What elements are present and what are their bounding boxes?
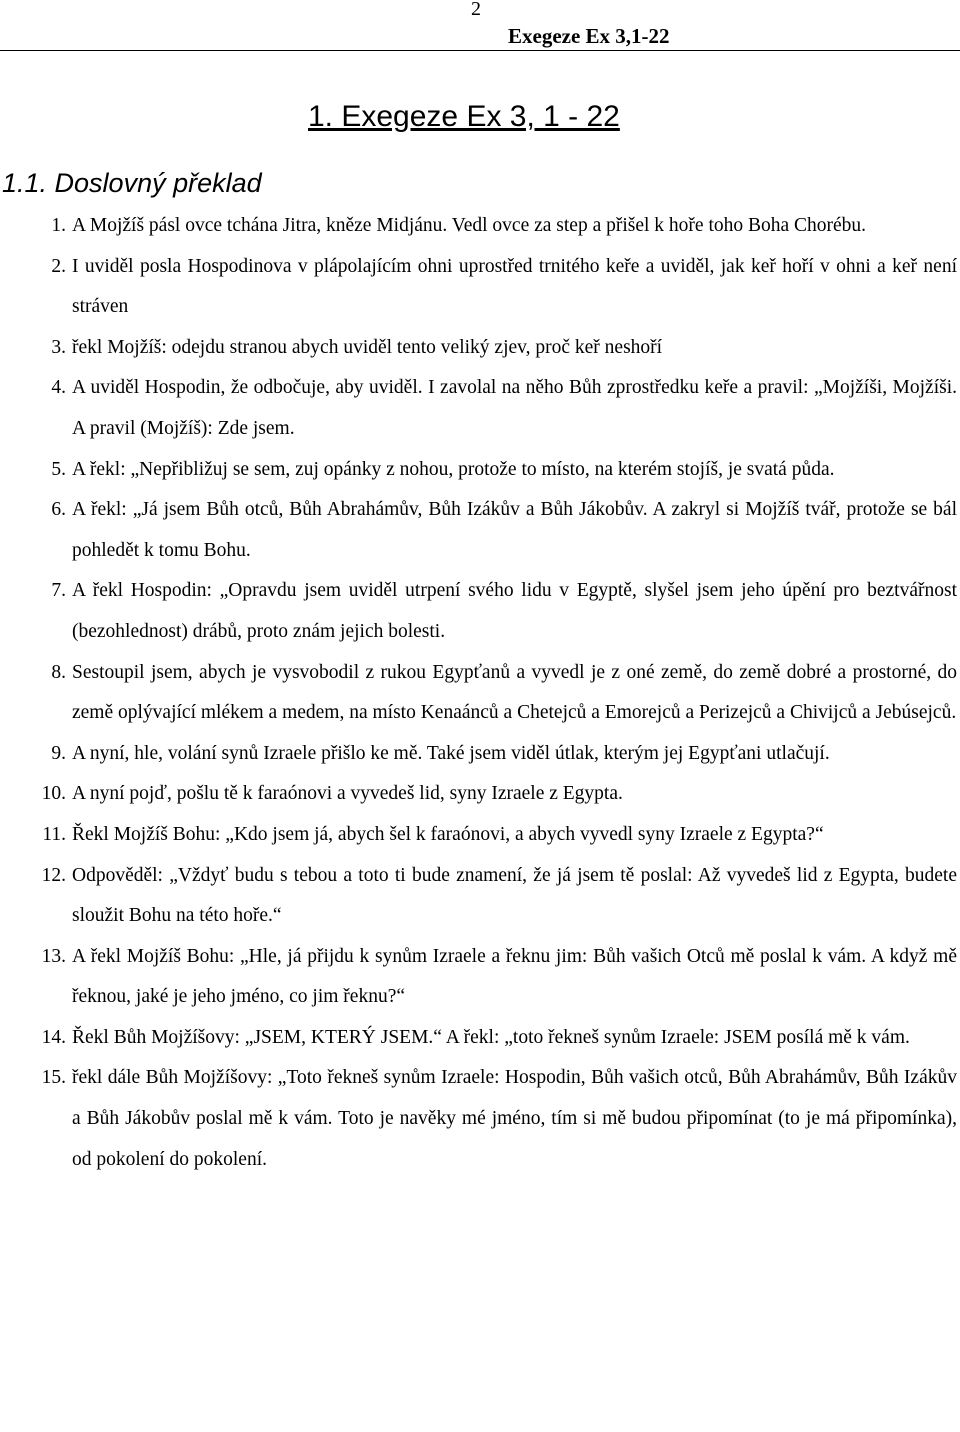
verse-item <box>0 856 960 937</box>
verse-text: A Mojžíš pásl ovce tchána Jitra, kněze Midjánu. Vedl ovce za step a přišel k hoře toho Boha Chorébu. <box>72 215 867 236</box>
verse-item <box>0 653 960 734</box>
verse-text: A řekl Hospodin: „Opravdu jsem uviděl utrpení svého lidu v Egyptě, slyšel jsem jeho úpění pro beztvářnost (bezohlednost) drábů, proto znám jejich bolesti. <box>72 580 957 642</box>
verse-number: 11. <box>42 823 66 845</box>
verse-text: A nyní, hle, volání synů Izraele přišlo ke mě. Také jsem viděl útlak, kterým jej Egypťani utlačují. <box>72 742 830 764</box>
verse-item <box>0 774 960 815</box>
verse-text: A řekl Mojžíš Bohu: „Hle, já přijdu k synům Izraele a řeknu jim: Bůh vašich Otců mě poslal k vám. A když mě řeknou, jaké je jeho jméno, co jim řeknu?“ <box>72 945 957 1008</box>
verse-item <box>0 571 960 652</box>
verse-item <box>0 1018 960 1059</box>
verse-text: I uviděl posla Hospodinova v plápolajícím ohni uprostřed trnitého keře a uviděl, jak keř hoří v ohni a keř není stráven <box>72 255 957 318</box>
running-header-title: Exegeze Ex 3,1-22 <box>508 24 670 48</box>
verse-item <box>0 247 960 328</box>
verse-text: A nyní pojď, pošlu tě k faraónovi a vyvedeš lid, syny Izraele z Egypta. <box>72 783 623 805</box>
verse-list <box>0 206 960 1180</box>
verse-number: 1. <box>51 215 66 236</box>
verse-text: Sestoupil jsem, abych je vysvobodil z rukou Egypťanů a vyvedl je z oné země, do země dobré a prostorné, do země oplývající mlékem a medem, na místo Kenaánců a Chetejců a Emorejců a Perizejců a Chivijců a Jebúsejců. <box>72 661 957 724</box>
verse-text: A řekl: „Nepřibližuj se sem, zuj opánky z nohou, protože to místo, na kterém stojíš, je svatá půda. <box>72 458 835 480</box>
verse-number: 14. <box>41 1026 66 1048</box>
verse-text: řekl dále Bůh Mojžíšovy: „Toto řekneš synům Izraele: Hospodin, Bůh vašich otců, Bůh Abrahámův, Bůh Izákův a Bůh Jákobův poslal mě k vám. Toto je navěky mé jméno, tím si mě budou připomínat (to je má připomínka), od pokolení do pokolení. <box>72 1067 957 1170</box>
verse-item <box>0 1058 960 1180</box>
verse-text: A uviděl Hospodin, že odbočuje, aby uviděl. I zavolal na něho Bůh zprostředku keře a pravil: „Mojžíši, Mojžíši. A pravil (Mojžíš): Zde jsem. <box>72 377 957 439</box>
header-divider <box>0 50 960 51</box>
verse-number: 4. <box>51 377 66 399</box>
verse-number: 3. <box>51 336 66 358</box>
verse-text: řekl Mojžíš: odejdu stranou abych uviděl tento veliký zjev, proč keř neshoří <box>72 336 663 358</box>
verse-number: 2. <box>51 255 66 277</box>
verse-number: 7. <box>51 580 66 602</box>
verse-number: 10. <box>41 783 66 805</box>
verse-number: 5. <box>51 458 66 480</box>
verse-number: 12. <box>41 864 66 886</box>
verse-number: 6. <box>51 499 66 521</box>
verse-item <box>0 368 960 449</box>
page-number: 2 <box>471 0 481 20</box>
verse-item <box>0 450 960 491</box>
verse-text: Řekl Bůh Mojžíšovy: „JSEM, KTERÝ JSEM.“ A řekl: „toto řekneš synům Izraele: JSEM posílá mě k vám. <box>72 1026 910 1048</box>
verse-number: 8. <box>51 661 66 683</box>
verse-number: 15. <box>41 1067 66 1089</box>
verse-item <box>0 490 960 571</box>
verse-text: Řekl Mojžíš Bohu: „Kdo jsem já, abych šel k faraónovi, a abych vyvedl syny Izraele z Egypta?“ <box>72 823 824 845</box>
section-heading: 1.1. Doslovný překlad <box>2 168 262 198</box>
verse-text: A řekl: „Já jsem Bůh otců, Bůh Abrahámův, Bůh Izákův a Bůh Jákobův. A zakryl si Mojžíš tvář, protože se bál pohledět k tomu Bohu. <box>72 499 957 561</box>
verse-item <box>0 734 960 775</box>
verse-text: Odpověděl: „Vždyť budu s tebou a toto ti bude znamení, že já jsem tě poslal: Až vyvedeš lid z Egypta, budete sloužit Bohu na této hoře.“ <box>72 864 957 927</box>
verse-item <box>0 328 960 369</box>
verse-item <box>0 937 960 1018</box>
verse-item <box>0 815 960 856</box>
verse-number: 9. <box>51 742 66 764</box>
chapter-heading: 1. Exegeze Ex 3, 1 - 22 <box>308 100 620 133</box>
verse-item <box>0 206 960 247</box>
verse-number: 13. <box>41 945 66 967</box>
